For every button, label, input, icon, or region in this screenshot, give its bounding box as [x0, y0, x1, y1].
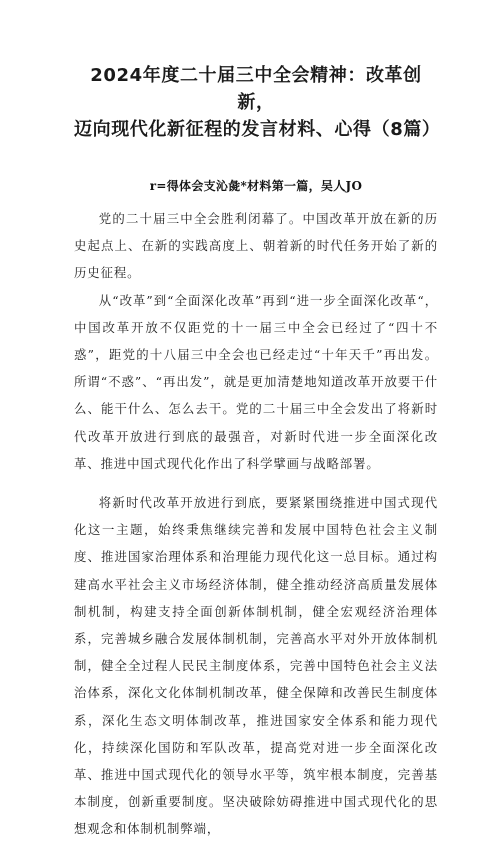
title-line-2: 迈向现代化新征程的发言材料、心得（8篇）	[74, 119, 441, 140]
paragraph-1: 党的二十届三中全会胜利闭幕了。中国改革开放在新的历史起点上、在新的实践高度上、朝着新的时代任务开始了新的历史征程。	[74, 211, 438, 281]
paragraph-2: 从“改革”到“全面深化改革”再到“进一步全面深化改革“，中国改革开放不仅距党的十一届三中全会已经过了“四十不惑”，距党的十八届三中全会也已经走过“十年天千”再出发。所谓“不惑”、“再出发”，就是更加清楚地知道改革开放要干什么、能干什么、怎么去干。党的二十届三中全会发出了将新时代改革开放进行到底的最强音，对新时代进一步全面深化改革、推进中国式现代化作出了科学擘画与战略部署。	[74, 292, 438, 471]
document-title	[74, 62, 441, 143]
paragraph-3: 将新时代改革开放进行到底，要紧紧围绕推进中国式现代化这一主题，始终秉焦继续完善和发展中国特色社会主义制度、推进国家治理体系和治理能力现代化这一总目标。通过构建高水平社会主义市场经济体制，健全推动经济高质量发展体制机制，构建支持全面创新体制机制，健全宏观经济治理体系，完善城乡融合发展体制机制，完善高水平对外开放体制机制，健全全过程人民民主制度体系，完善中国特色社会主义法治体系，深化文化体制机制改革，健全保障和改善民生制度体系，深化生态文明体制改革，推进国家安全体系和能力现代化，持续深化国防和军队改革，提高党对进一步全面深化改革、推进中国式现代化的领导水平等，筑牢根本制度，完善基本制度，创新重要制度。坚决破除妨碍推进中国式现代化的思想观念和体制机制弊端，	[74, 495, 438, 837]
title-line-1: 2024年度二十届三中全会精神：改革创新，	[90, 65, 422, 113]
section-heading: r=得体会支沁彘*材料第一篇，吴人JO	[149, 179, 363, 193]
